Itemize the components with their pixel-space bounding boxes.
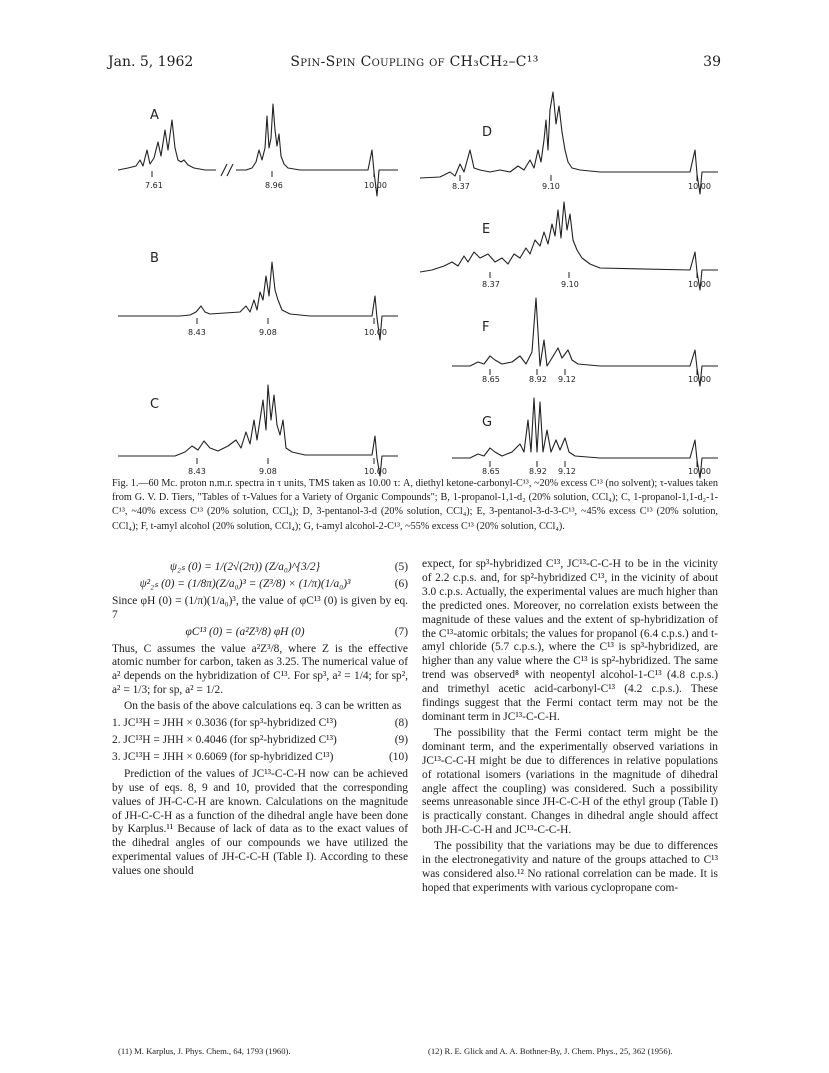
equation-text: φC¹³ (0) = (a²Z³/8) φH (0) <box>185 625 305 638</box>
panel-label-d: D <box>482 125 493 140</box>
body-paragraph: Prediction of the values of JC¹³-C-C-H now can be achieved by use of eqs. 8, 9 and 10, provided that the corresponding values of JH-C-C-H are known. Calculations on the magnitude of JH-C-C-H as a function of the dihedral angle have been done by Karplus.¹¹ Because of lack of data as to the exact values of the dihedral angles of our compounds we have utilized the experimental values of JH-C-C-H (Table I). According to these values one should <box>112 767 408 878</box>
panel-label-g: G <box>482 415 493 430</box>
tick-label: 8.96 <box>265 181 283 190</box>
body-paragraph: The possibility that the Fermi contact term might be the dominant term, and the experimentally observed variations in JC¹³-C-C-H might be due to differences in relative populations of rotational isomers (variations in the magnitude of dihedral angle affect the coupling) was considered. Such a possibility seems unreasonable since JH-C-C-H of the ethyl group (Table I) is practically constant. Changes in dihedral angle should affect both JH-C-C-H and JC¹³-C-C-H. <box>422 726 718 837</box>
tick-label: 9.08 <box>259 467 277 476</box>
spectrum-panel-b <box>118 251 398 340</box>
tick-label: 8.43 <box>188 328 206 337</box>
footnote-11: (11) M. Karplus, J. Phys. Chem., 64, 1793 (1960). <box>118 1046 291 1056</box>
panel-label-f: F <box>482 320 490 335</box>
spectrum-panel-g <box>452 398 718 478</box>
tick-label: 10.00 <box>688 182 711 191</box>
tick-label: 9.12 <box>558 467 576 476</box>
spectrum-panel-a <box>118 104 398 196</box>
running-date: Jan. 5, 1962 <box>108 54 194 70</box>
since-paragraph: Since φH (0) = (1/π)(1/a₀)³, the value of φC¹³ (0) is given by eq. 7 <box>112 594 408 621</box>
spectrum-panel-d <box>420 92 718 194</box>
tick-label: 9.10 <box>542 182 560 191</box>
figure-caption: Fig. 1.—60 Mc. proton n.m.r. spectra in τ units, TMS taken as 10.00 τ: A, diethyl ketone-carbonyl-C¹³, ~20% excess C¹³ (no solvent); τ-values taken from G. V. D. Tiers, "Tables of τ-Values for a Variety of Organic Compounds"; B, 1-propanol-1,1-d₂ (20% solution, CCl₄); C, 1-propanol-1,1-d₂-1-C¹³, ~40% excess C¹³ (20% solution, CCl₄); D, 3-pentanol-3-d (20% solution, CCl₄); E, 3-pentanol-3-d-3-C¹³, ~45% excess C¹³ (20% solution, CCl₄); F, t-amyl alcohol (20% solution, CCl₄); G, t-amyl alcohol-2-C¹³, ~55% excess C¹³ (20% solution, CCl₄). <box>112 478 718 532</box>
tick-label: 8.37 <box>452 182 470 191</box>
equation-number: (6) <box>394 577 408 590</box>
tick-label: 10.00 <box>364 467 387 476</box>
running-title: Spin-Spin Coupling of CH₃CH₂–C¹³ <box>290 54 539 70</box>
equation-text: 2. JC¹³H = JHH × 0.4046 (for sp²-hybridized C¹³) <box>112 733 337 746</box>
nmr-spectra-figure <box>0 0 829 480</box>
equation-number: (8) <box>394 717 408 730</box>
equation-number: (5) <box>394 561 408 573</box>
tick-label: 10.00 <box>688 280 711 289</box>
body-paragraph: expect, for sp³-hybridized C¹³, JC¹³-C-C-H to be in the vicinity of 2.2 c.p.s. and, for sp²-hybridized C¹³, in the vicinity of about 3.0 c.p.s. Actually, the experimental values are much higher than the predicted ones. Moreover, no correlation exists between the magnitude of these values and the extent of sp-hybridization of the C¹³-atomic orbitals; the values for propanol (6.4 c.p.s.) and t-amyl chloride (5.7 c.p.s.), where the C¹³ is sp³-hybridized, are higher than any value where the C¹³ is sp²-hybridized. The same trend was observed⁸ with neopentyl alcohol-1-C¹³ (4.8 c.p.s.) and trimethyl acetic acid-carbonyl-C¹³ (4.2 c.p.s.). These findings suggest that the Fermi contact term may not be the dominant term in JC¹³-C-C-H. <box>422 558 718 723</box>
spectrum-panel-e <box>420 202 718 290</box>
body-paragraph: On the basis of the above calculations eq. 3 can be written as <box>124 700 402 713</box>
equation-text: 3. JC¹³H = JHH × 0.6069 (for sp-hybridized C¹³) <box>112 750 334 763</box>
panel-label-a: A <box>150 108 159 123</box>
tick-label: 8.65 <box>482 375 500 384</box>
tick-label: 9.12 <box>558 375 576 384</box>
tick-label: 8.43 <box>188 467 206 476</box>
left-column <box>112 558 408 881</box>
equation-number: (7) <box>394 625 408 638</box>
tick-label: 8.92 <box>529 375 547 384</box>
equation-text: ψ²₂ₛ (0) = (1/8π)(Z/a₀)³ = (Z³/8) × (1/π)(1/a₀)³ <box>139 577 351 590</box>
panel-label-e: E <box>482 222 491 237</box>
tick-label: 10.00 <box>364 328 387 337</box>
tick-label: 7.61 <box>145 181 163 190</box>
panel-label-c: C <box>150 397 160 412</box>
tick-label: 8.37 <box>482 280 500 289</box>
tick-label: 9.10 <box>561 280 579 289</box>
tick-label: 10.00 <box>688 467 711 476</box>
tick-label: 8.92 <box>529 467 547 476</box>
equation-5 <box>112 561 408 575</box>
tick-label: 8.65 <box>482 467 500 476</box>
equation-9 <box>112 734 408 748</box>
right-column <box>422 558 718 898</box>
equation-7 <box>112 626 408 640</box>
body-paragraph: Thus, C assumes the value a²Z³/8, where Z is the effective atomic number for carbon, taken as 3.25. The numerical value of a² depends on the hybridization of C¹³. For sp³, a² = 1/4; for sp², a² = 1/3; for sp, a² = 1/2. <box>112 642 408 697</box>
equation-6 <box>112 578 408 592</box>
spectrum-panel-c <box>118 385 398 476</box>
equation-10 <box>112 751 408 765</box>
equation-8 <box>112 717 408 731</box>
equation-number: (9) <box>394 733 408 746</box>
footnote-12: (12) R. E. Glick and A. A. Bothner-By, J. Chem. Phys., 25, 362 (1956). <box>428 1046 673 1056</box>
tick-label: 9.08 <box>259 328 277 337</box>
body-paragraph: The possibility that the variations may be due to differences in the electronegativity and nature of the groups attached to C¹³ was considered also.¹² No rational correlation can be made. It is hoped that experiments with various cyclopropane com- <box>422 840 718 894</box>
equation-text: 1. JC¹³H = JHH × 0.3036 (for sp³-hybridized C¹³) <box>112 717 337 730</box>
equation-list <box>112 717 408 765</box>
panel-label-b: B <box>150 251 159 266</box>
tick-label: 10.00 <box>364 181 387 190</box>
page-number: 39 <box>703 54 721 70</box>
spectrum-panel-f <box>452 298 718 386</box>
equation-number: (10) <box>389 750 408 763</box>
equation-text: ψ₂ₛ (0) = 1/(2√(2π)) (Z/a₀)^{3/2} <box>169 561 321 573</box>
tick-label: 10.00 <box>688 375 711 384</box>
